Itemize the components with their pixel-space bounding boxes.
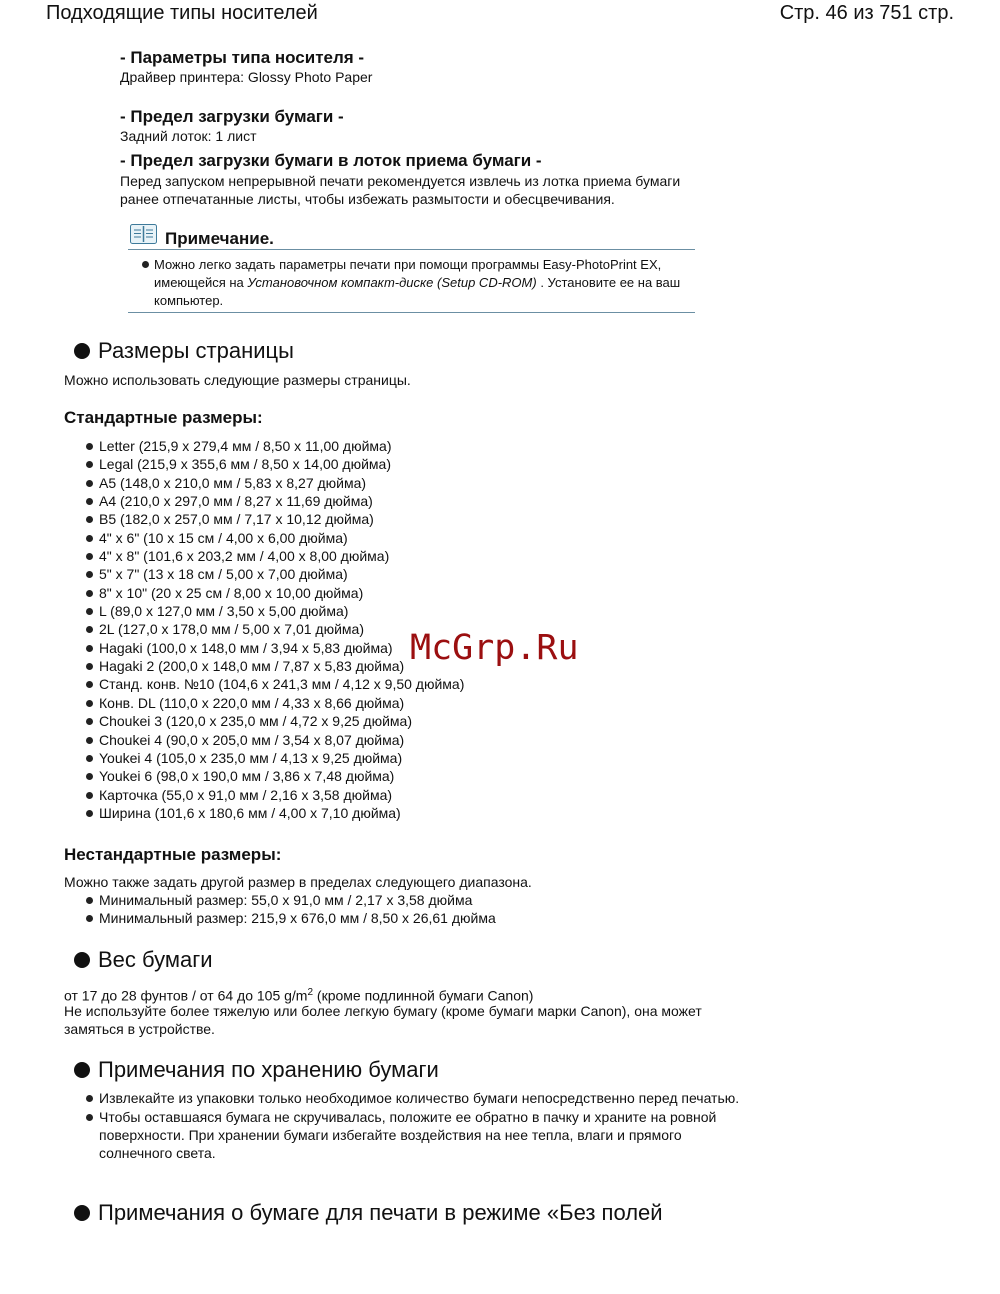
borderless-heading: Примечания о бумаге для печати в режиме «Без полей bbox=[98, 1200, 663, 1225]
storage-heading: Примечания по хранению бумаги bbox=[98, 1057, 439, 1082]
output-limit-heading: - Предел загрузки бумаги в лоток приема бумаги - bbox=[120, 151, 542, 170]
custom-sizes-heading: Нестандартные размеры: bbox=[64, 845, 282, 864]
list-item: Choukei 4 (90,0 x 205,0 мм / 3,54 x 8,07 дюйма) bbox=[86, 731, 464, 749]
list-item: A4 (210,0 x 297,0 мм / 8,27 x 11,69 дюйма) bbox=[86, 492, 464, 510]
list-item: 5" x 7" (13 x 18 см / 5,00 x 7,00 дюйма) bbox=[86, 565, 464, 583]
list-item: Конв. DL (110,0 x 220,0 мм / 4,33 x 8,66 дюйма) bbox=[86, 694, 464, 712]
note-box bbox=[128, 222, 695, 314]
weight-section bbox=[74, 947, 213, 973]
list-item: 2L (127,0 x 178,0 мм / 5,00 x 7,01 дюйма) bbox=[86, 620, 464, 638]
list-item: Hagaki 2 (200,0 x 148,0 мм / 7,87 x 5,83 дюйма) bbox=[86, 657, 464, 675]
list-item: Youkei 4 (105,0 x 235,0 мм / 4,13 x 9,25 дюйма) bbox=[86, 749, 464, 767]
list-item: A5 (148,0 x 210,0 мм / 5,83 x 8,27 дюйма) bbox=[86, 474, 464, 492]
weight-range: от 17 до 28 фунтов / от 64 до 105 g/m bbox=[64, 987, 308, 1004]
note-cd-name: Установочном компакт-диске (Setup CD-ROM) bbox=[247, 275, 537, 290]
page-title: Подходящие типы носителей bbox=[46, 2, 318, 24]
list-item: Минимальный размер: 55,0 x 91,0 мм / 2,17 x 3,58 дюйма bbox=[86, 891, 496, 909]
list-item: Letter (215,9 x 279,4 мм / 8,50 x 11,00 дюйма) bbox=[86, 437, 464, 455]
list-item: Карточка (55,0 x 91,0 мм / 2,16 x 3,58 дюйма) bbox=[86, 786, 464, 804]
storage-list bbox=[86, 1089, 756, 1163]
list-item: Youkei 6 (98,0 x 190,0 мм / 3,86 x 7,48 дюйма) bbox=[86, 767, 464, 785]
output-limit-line2: ранее отпечатанные листы, чтобы избежать размытости и обесцвечивания. bbox=[120, 191, 615, 207]
section-bullet-icon bbox=[74, 1205, 90, 1221]
list-item: 4" x 6" (10 x 15 см / 4,00 x 6,00 дюйма) bbox=[86, 529, 464, 547]
list-item: B5 (182,0 x 257,0 мм / 7,17 x 10,12 дюйма) bbox=[86, 510, 464, 528]
standard-sizes-heading: Стандартные размеры: bbox=[64, 408, 263, 427]
section-bullet-icon bbox=[74, 343, 90, 359]
note-text-before: Можно легко задать параметры печати при помощи программы Easy-PhotoPrint EX, имеющейся на bbox=[154, 257, 662, 290]
list-item: Станд. конв. №10 (104,6 x 241,3 мм / 4,12 x 9,50 дюйма) bbox=[86, 675, 464, 693]
note-bullet bbox=[142, 261, 149, 268]
weight-heading: Вес бумаги bbox=[98, 947, 213, 972]
storage-section bbox=[74, 1057, 439, 1083]
custom-sizes-intro: Можно также задать другой размер в пределах следующего диапазона. bbox=[64, 874, 532, 890]
list-item: Минимальный размер: 215,9 x 676,0 мм / 8,50 x 26,61 дюйма bbox=[86, 909, 496, 927]
book-icon bbox=[130, 224, 157, 244]
list-item: Hagaki (100,0 x 148,0 мм / 3,94 x 5,83 дюйма) bbox=[86, 639, 464, 657]
load-limit-text: Задний лоток: 1 лист bbox=[120, 128, 257, 144]
list-item: Извлекайте из упаковки только необходимое количество бумаги непосредственно перед печатью. bbox=[86, 1089, 756, 1107]
page-sizes-intro: Можно использовать следующие размеры страницы. bbox=[64, 372, 411, 388]
load-limit-heading: - Предел загрузки бумаги - bbox=[120, 107, 344, 126]
page-sizes-heading: Размеры страницы bbox=[98, 338, 294, 363]
page-indicator: Стр. 46 из 751 стр. bbox=[779, 2, 954, 24]
section-bullet-icon bbox=[74, 952, 90, 968]
page-sizes-section bbox=[74, 338, 294, 364]
media-params-heading: - Параметры типа носителя - bbox=[120, 48, 365, 67]
note-text bbox=[154, 256, 694, 310]
weight-note: (кроме подлинной бумаги Canon) bbox=[313, 987, 534, 1004]
standard-sizes-list bbox=[86, 437, 464, 822]
note-text-after: . Установите ее на ваш компьютер. bbox=[154, 275, 681, 308]
list-item: Чтобы оставшаяся бумага не скручивалась, положите ее обратно в пачку и храните на ровной поверхности. При хранении бумаги избегайте воздействия на нее тепла, влаги и прямого солнечного света. bbox=[86, 1108, 756, 1162]
weight-line2: Не используйте более тяжелую или более легкую бумагу (кроме бумаги марки Canon), она может bbox=[64, 1003, 702, 1019]
list-item: 4" x 8" (101,6 x 203,2 мм / 4,00 x 8,00 дюйма) bbox=[86, 547, 464, 565]
note-title: Примечание. bbox=[165, 229, 274, 248]
list-item: Legal (215,9 x 355,6 мм / 8,50 x 14,00 дюйма) bbox=[86, 455, 464, 473]
list-item: Choukei 3 (120,0 x 235,0 мм / 4,72 x 9,25 дюйма) bbox=[86, 712, 464, 730]
list-item: 8" x 10" (20 x 25 см / 8,00 x 10,00 дюйма) bbox=[86, 584, 464, 602]
watermark: McGrp.Ru bbox=[410, 628, 579, 668]
note-bottom-divider bbox=[128, 312, 695, 313]
output-limit-line1: Перед запуском непрерывной печати рекомендуется извлечь из лотка приема бумаги bbox=[120, 173, 681, 189]
media-params-text: Драйвер принтера: Glossy Photo Paper bbox=[120, 69, 373, 85]
section-bullet-icon bbox=[74, 1062, 90, 1078]
list-item: Ширина (101,6 x 180,6 мм / 4,00 x 7,10 дюйма) bbox=[86, 804, 464, 822]
list-item: L (89,0 x 127,0 мм / 3,50 x 5,00 дюйма) bbox=[86, 602, 464, 620]
weight-line3: замяться в устройстве. bbox=[64, 1021, 215, 1037]
note-top-divider bbox=[128, 249, 695, 250]
custom-sizes-list bbox=[86, 891, 496, 928]
weight-superscript: 2 bbox=[307, 987, 314, 998]
borderless-section bbox=[74, 1200, 663, 1226]
